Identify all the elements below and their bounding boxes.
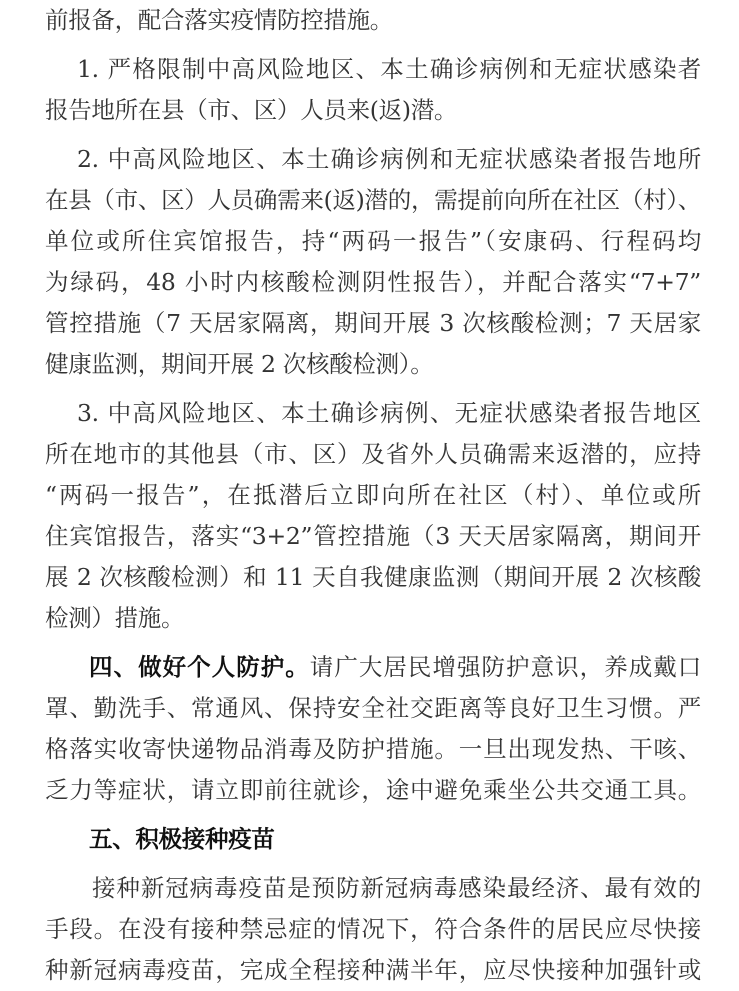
document-body [45, 0, 701, 991]
text-line [45, 688, 701, 729]
body-text: 格落实收寄快递物品消毒及防护措施。一旦出现发热、干咳、 [45, 735, 701, 763]
body-text: 在县（市、区）人员确需来(返)潜的，需提前向所在社区（村）、 [45, 186, 701, 214]
body-text: 单位或所住宾馆报告，持“两码一报告”（安康码、行程码均 [45, 227, 701, 255]
text-line [45, 598, 701, 639]
text-line [45, 0, 701, 41]
body-text: 1. 严格限制中高风险地区、本土确诊病例和无症状感染者 [77, 55, 701, 83]
body-text: 罩、勤洗手、常通风、保持安全社交距离等良好卫生习惯。严 [45, 694, 701, 722]
body-text: 住宾馆报告，落实“3+2”管控措施（3 天天居家隔离，期间开 [45, 522, 701, 550]
text-line [45, 475, 701, 516]
para-continuation-top [45, 0, 701, 41]
para-section-4-personal-protection [45, 647, 701, 811]
text-line [45, 393, 701, 434]
text-line [45, 49, 701, 90]
body-text: 手段。在没有接种禁忌症的情况下，符合条件的居民应尽快接 [45, 915, 701, 943]
body-text: 所在地市的其他县（市、区）及省外人员确需来返潜的，应持 [45, 440, 701, 468]
text-line [45, 868, 701, 909]
body-text: 乏力等症状，请立即前往就诊，途中避免乘坐公共交通工具。 [45, 776, 701, 804]
body-text: 请广大居民增强防护意识，养成戴口 [309, 653, 701, 681]
text-line [45, 819, 701, 860]
body-text: 2. 中高风险地区、本土确诊病例和无症状感染者报告地所 [77, 145, 701, 173]
text-line [45, 557, 701, 598]
para-vaccination-body [45, 868, 701, 991]
text-line [45, 950, 701, 991]
text-line [45, 344, 701, 385]
text-line [45, 90, 701, 131]
text-line [45, 434, 701, 475]
text-line [45, 221, 701, 262]
para-section-5-heading-vaccination [45, 819, 701, 860]
body-text: 展 2 次核酸检测）和 11 天自我健康监测（期间开展 2 次核酸 [45, 563, 701, 591]
body-text: 检测）措施。 [45, 604, 185, 632]
body-text: 3. 中高风险地区、本土确诊病例、无症状感染者报告地区 [77, 399, 701, 427]
text-line [45, 770, 701, 811]
body-text: 种新冠病毒疫苗，完成全程接种满半年，应尽快接种加强针或 [45, 956, 701, 984]
section-heading-text: 五、积极接种疫苗 [89, 825, 275, 853]
text-line [45, 909, 701, 950]
para-numbered-item-2 [45, 139, 701, 385]
body-text: 前报备，配合落实疫情防控措施。 [45, 6, 393, 34]
text-line [45, 303, 701, 344]
body-text: 报告地所在县（市、区）人员来(返)潜。 [45, 96, 458, 124]
text-line [45, 647, 701, 688]
text-line [45, 729, 701, 770]
body-text: “两码一报告”，在抵潜后立即向所在社区（村）、单位或所 [45, 481, 701, 509]
text-line [45, 180, 701, 221]
body-text: 为绿码，48 小时内核酸检测阴性报告），并配合落实“7+7” [45, 268, 701, 296]
text-line [45, 516, 701, 557]
body-text: 管控措施（7 天居家隔离，期间开展 3 次核酸检测；7 天居家 [45, 309, 701, 337]
text-line [45, 262, 701, 303]
body-text: 接种新冠病毒疫苗是预防新冠病毒感染最经济、最有效的 [92, 874, 701, 902]
para-numbered-item-3 [45, 393, 701, 639]
section-heading-text: 四、做好个人防护。 [89, 653, 310, 681]
text-line [45, 139, 701, 180]
para-numbered-item-1 [45, 49, 701, 131]
body-text: 健康监测，期间开展 2 次核酸检测）。 [45, 350, 434, 378]
